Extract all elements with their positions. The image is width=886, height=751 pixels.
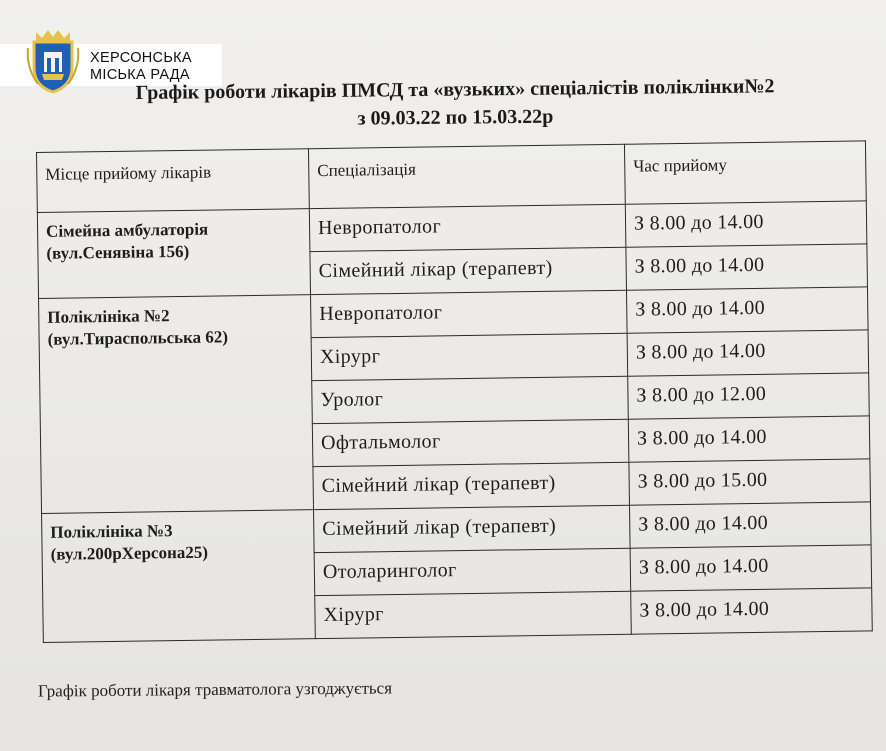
place-address: (вул.Сенявіна 156) [46, 241, 190, 263]
time-cell: З 8.00 до 12.00 [628, 373, 870, 419]
place-name: Поліклініка №3 [50, 521, 173, 542]
spec-cell: Уролог [312, 376, 629, 423]
spec-cell: Сімейний лікар (терапевт) [310, 247, 627, 294]
time-cell: З 8.00 до 14.00 [628, 416, 870, 462]
logo-line-1: ХЕРСОНСЬКА [90, 50, 192, 66]
schedule-table-wrapper [36, 140, 873, 643]
document-title [40, 71, 871, 136]
spec-cell: Невропатолог [309, 204, 626, 251]
place-address: (вул.Тираспольська 62) [47, 327, 229, 349]
time-cell: З 8.00 до 14.00 [630, 545, 872, 591]
schedule-table [36, 140, 873, 643]
time-cell: З 8.00 до 14.00 [629, 502, 871, 548]
header-time: Час прийому [624, 141, 866, 204]
spec-cell: Хірург [315, 591, 632, 638]
place-name: Поліклініка №2 [47, 306, 170, 327]
time-cell: З 8.00 до 14.00 [626, 287, 868, 333]
spec-cell: Сімейний лікар (терапевт) [313, 462, 630, 509]
spec-cell: Сімейний лікар (терапевт) [314, 505, 631, 552]
spec-cell: Хірург [311, 333, 628, 380]
logo-line-2: МІСЬКА РАДА [90, 67, 190, 83]
spec-cell: Невропатолог [311, 290, 628, 337]
time-cell: З 8.00 до 14.00 [627, 330, 869, 376]
place-name: Сімейна амбулаторія [45, 219, 209, 241]
title-line-2: з 09.03.22 по 15.03.22р [357, 105, 554, 130]
time-cell: З 8.00 до 14.00 [625, 201, 867, 247]
place-address: (вул.200рХерсона25) [50, 542, 209, 564]
header-specialization: Спеціалізація [308, 144, 625, 208]
header-place: Місце прийому лікарів [37, 149, 310, 213]
spec-cell: Офтальмолог [312, 419, 629, 466]
title-line-1: Графік роботи лікарів ПМСД та «вузьких» спеціалістів поліклінки№2 [135, 75, 775, 104]
time-cell: З 8.00 до 15.00 [629, 459, 871, 505]
place-cell [42, 510, 316, 643]
time-cell: З 8.00 до 14.00 [631, 588, 873, 634]
place-cell [37, 209, 310, 299]
place-cell [39, 295, 314, 514]
time-cell: З 8.00 до 14.00 [626, 244, 868, 290]
spec-cell: Отоларинголог [314, 548, 631, 595]
footer-note: Графік роботи лікаря травматолога узгоджується [37, 678, 393, 701]
